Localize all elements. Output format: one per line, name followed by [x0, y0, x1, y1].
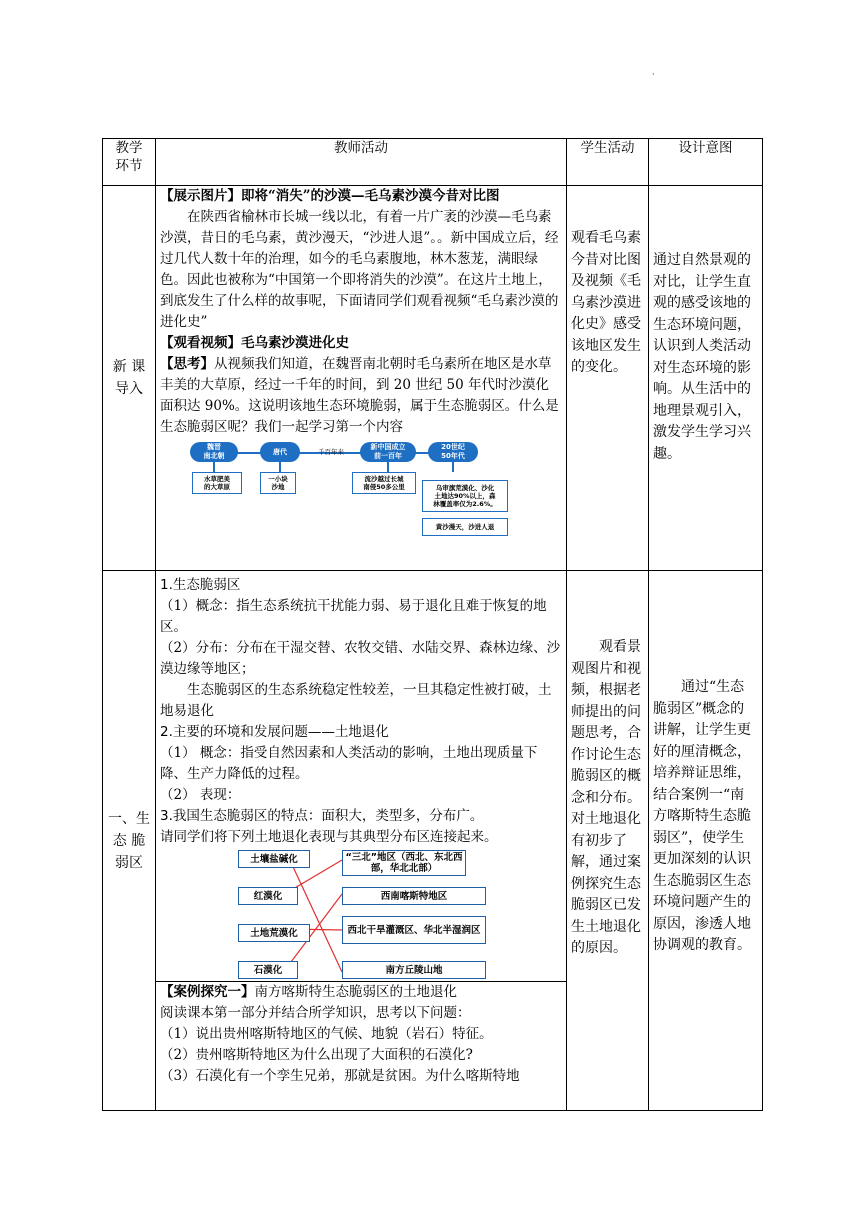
phase-fragile-label: 一、生 态 脆 弱区	[108, 810, 150, 871]
degradation-concept-tag: （1） 概念：	[160, 745, 241, 761]
fragile-row	[103, 571, 763, 1111]
student-fragile-text: 观看景观图片和视频，根据老师提出的问题思考，合作讨论生态脆弱区的概念和分布。对土地退化有初步了解，通过案例探究生态脆弱区已发生土地退化的原因。	[571, 639, 641, 956]
timeline-box-2: 一小块 沙地	[260, 472, 296, 494]
match-left-4[interactable]: 石漠化	[238, 961, 298, 979]
matching-instruction: 请同学们将下列土地退化表现与其典型分布区连接起来。	[160, 829, 498, 845]
concept-tag: （1）概念：	[160, 598, 237, 614]
timeline-box-1: 水草肥美 的大草原	[192, 472, 242, 494]
concept-text: 指生态系统抗干扰能力弱、易于退化且难于恢复的地区。	[160, 598, 547, 635]
tag-think: 【思考】	[160, 356, 214, 372]
timeline-box-3: 流沙越过长城 南侵50多公里	[352, 472, 416, 494]
timeline-box-4: 乌审旗荒漠化、沙化 土地达90%以上，森 林覆盖率仅为2.6%。	[422, 480, 508, 512]
student-intro	[567, 186, 649, 571]
degradation-manifestation: （2） 表现：	[160, 787, 241, 803]
match-left-3[interactable]: 土地荒漠化	[238, 924, 310, 942]
case-question-3: （3）石漠化有一个孪生兄弟，那就是贫困。为什么喀斯特地	[160, 1068, 520, 1084]
watch-video-title: 毛乌素沙漠进化史	[241, 335, 349, 351]
tag-show-picture: 【展示图片】	[160, 188, 241, 204]
degradation-concept-text: 指受自然因素和人类活动的影响，土地出现质量下降、生产力降低的过程。	[160, 745, 538, 782]
china-features-text: 面积大，类型多，分布广。	[321, 808, 484, 824]
teacher-intro	[156, 186, 567, 571]
match-right-4[interactable]: 南方丘陵山地	[342, 961, 486, 979]
match-right-1[interactable]: “三北”地区（西北、东北西部，华北北部）	[342, 850, 466, 876]
timeline-node-1: 魏晋 南北朝	[190, 442, 238, 462]
case-tag: 【案例探究一】	[160, 984, 255, 1000]
teacher-fragile	[156, 571, 567, 1111]
match-left-1[interactable]: 土壤盐碱化	[238, 850, 310, 868]
stability-text: 生态脆弱区的生态系统稳定性较差，一旦其稳定性被打破，土地易退化	[160, 682, 552, 719]
timeline-diagram	[188, 442, 518, 542]
matching-diagram	[238, 850, 508, 975]
distribution-tag: （2）分布：	[160, 640, 237, 656]
case-intro: 阅读课本第一部分并结合所学知识，思考以下问题：	[160, 1005, 471, 1021]
case-title: 南方喀斯特生态脆弱区的土地退化	[254, 984, 457, 1000]
show-picture-title: 即将“消失”的沙漠—毛乌素沙漠今昔对比图	[241, 188, 500, 204]
header-student: 学生活动	[567, 139, 649, 186]
intro-row	[103, 186, 763, 571]
lesson-plan-table	[102, 138, 763, 1111]
design-fragile	[649, 571, 763, 1111]
case-question-2: （2）贵州喀斯特地区为什么出现了大面积的石漠化?	[160, 1047, 473, 1063]
tag-watch-video: 【观看视频】	[160, 335, 241, 351]
phase-fragile	[103, 571, 156, 1111]
timeline-node-2: 唐代	[260, 442, 300, 462]
timeline-box-5: 黄沙漫天，沙进人退	[422, 518, 508, 536]
match-right-2[interactable]: 西南喀斯特地区	[342, 887, 486, 905]
heading-land-degradation: 2.主要的环境和发展问题——土地退化	[160, 724, 389, 740]
china-features-tag: 3.我国生态脆弱区的特点：	[160, 808, 322, 824]
match-left-2[interactable]: 红漠化	[238, 887, 298, 905]
intro-paragraph: 在陕西省榆林市长城一线以北，有着一片广袤的沙漠—毛乌素沙漠，昔日的毛乌素，黄沙漫天，“沙进人退”。。新中国成立后，经过几代人数十年的治理，如今的毛乌素腹地，林木葱茏，满眼绿色。因此也被称为“中国第一个即将消失的沙漠”。在这片土地上，到底发生了什么样的故事呢，下面请同学们观看视频“毛乌素沙漠的进化史”	[160, 209, 559, 330]
phase-intro-label: 新 课 导入	[112, 359, 146, 397]
timeline-node-4: 20世纪 50年代	[428, 442, 478, 462]
design-intro-text: 通过自然景观的对比，让学生直观的感受该地的生态环境问题，认识到人类活动对生态环境的影响。从生活中的地理景观引入，激发学生学习兴趣。	[653, 252, 751, 462]
student-fragile	[567, 571, 649, 1111]
header-teacher: 教师活动	[156, 139, 567, 186]
timeline-node-3: 新中国成立 前一百年	[360, 442, 416, 462]
distribution-text: 分布在干湿交替、农牧交错、水陆交界、森林边缘、沙漠边缘等地区；	[160, 640, 561, 677]
heading-fragile-zone: 1.生态脆弱区	[160, 577, 241, 593]
header-design: 设计意图	[649, 139, 763, 186]
design-intro	[649, 186, 763, 571]
header-phase: 教学环节	[103, 139, 156, 186]
phase-intro	[103, 186, 156, 571]
think-text: 从视频我们知道，在魏晋南北朝时毛乌素所在地区是水草丰美的大草原，经过一千年的时间，到 20 世纪 50 年代时沙漠化面积达 90%。这说明该地生态环境脆弱，属于生态脆弱区。什么是生态脆弱区呢？我们一起学习第一个内容	[160, 356, 559, 435]
page-mark: ·	[652, 70, 655, 79]
timeline-gap-label: 千百年来	[318, 448, 344, 456]
student-intro-text: 观看毛乌素今昔对比图及视频《毛乌素沙漠进化史》感受该地区发生的变化。	[571, 230, 641, 375]
header-row	[103, 139, 763, 186]
match-right-3[interactable]: 西北干旱灌溉区、华北半湿润区	[342, 916, 486, 944]
design-fragile-text: 通过“生态脆弱区”概念的讲解，让学生更好的厘清概念，培养辩证思维，结合案例一“南方喀斯特生态脆弱区”，使学生更加深刻的认识生态脆弱区生态环境问题产生的原因，渗透人地协调观的教育。	[653, 679, 751, 953]
case-question-1: （1）说出贵州喀斯特地区的气候、地貌（岩石）特征。	[160, 1026, 493, 1042]
case-study-block	[156, 981, 566, 1087]
